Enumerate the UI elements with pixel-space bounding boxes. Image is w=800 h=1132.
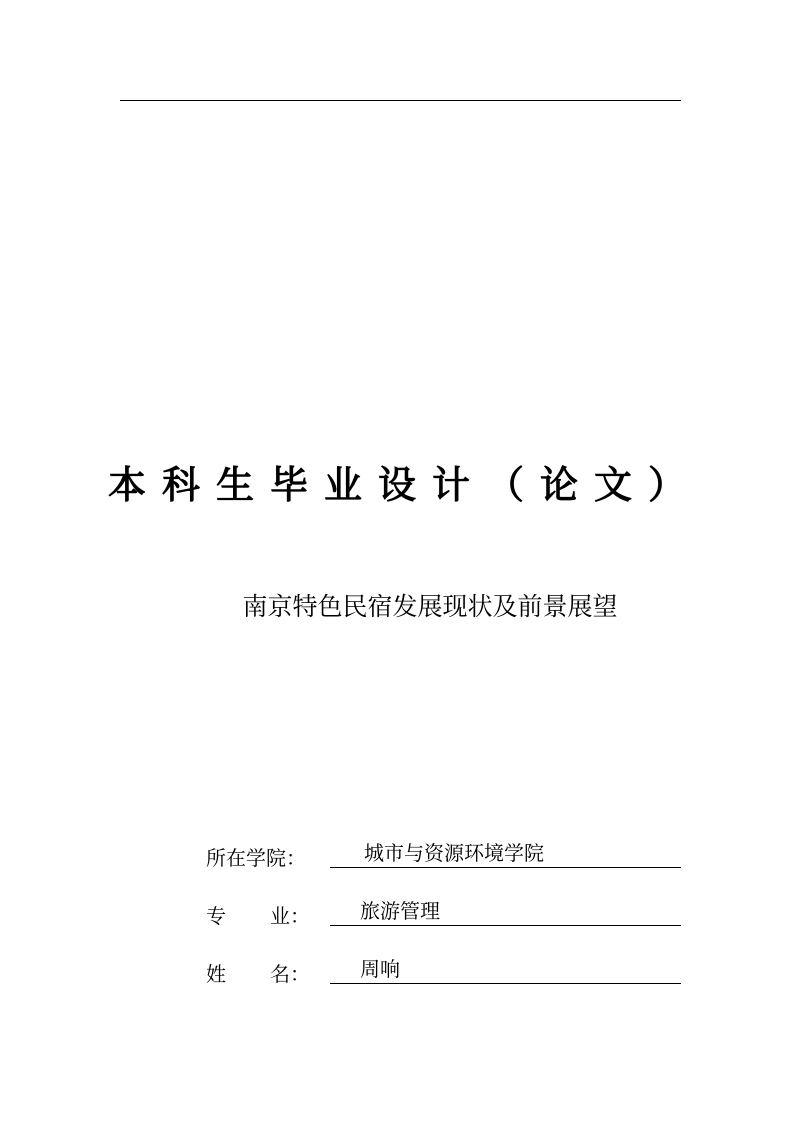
major-value-line [330, 901, 681, 926]
college-value: 城市与资源环境学院 [364, 841, 544, 865]
name-row [206, 946, 681, 984]
document-type-title: 本科生毕业设计（论文） [107, 463, 702, 507]
student-name-value: 周响 [360, 957, 400, 981]
major-row [206, 888, 681, 926]
name-label [206, 964, 330, 984]
major-label-left: 专 [206, 904, 226, 928]
major-label-right: 业： [270, 904, 310, 928]
name-label-right: 名： [270, 962, 310, 986]
college-row [206, 830, 681, 868]
college-value-line [330, 843, 681, 868]
header-rule [120, 100, 681, 101]
name-label-left: 姓 [206, 962, 226, 986]
college-label: 所在学院： [206, 846, 306, 870]
major-value: 旅游管理 [360, 899, 440, 923]
author-info-block [206, 830, 681, 1004]
thesis-title: 南京特色民宿发展现状及前景展望 [242, 592, 618, 621]
name-value-line [330, 959, 681, 984]
major-label [206, 906, 330, 926]
